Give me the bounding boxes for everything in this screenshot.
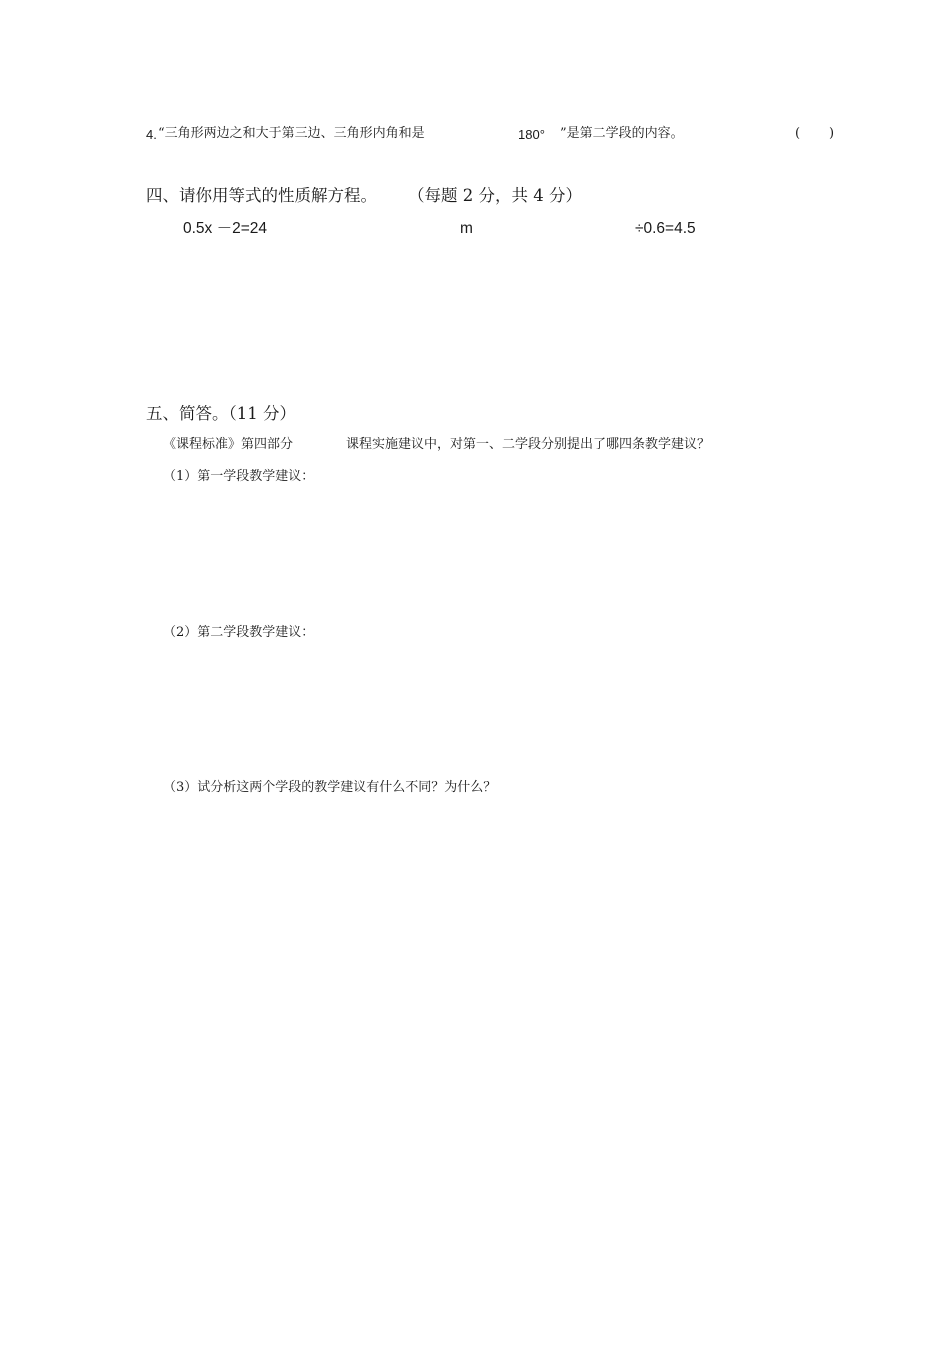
subquestion-2: （2）第二学段教学建议： — [163, 625, 315, 640]
q4-text: “三角形两边之和大于第三边、三角形内角和是 — [158, 126, 425, 141]
section5-intro-b: 课程实施建议中，对第一、二学段分别提出了哪四条教学建议？ — [346, 437, 711, 452]
q4-text-end: ”是第二学段的内容。 — [560, 126, 684, 141]
subquestion-1: （1）第一学段教学建议： — [163, 469, 315, 484]
section5-intro-a: 《课程标准》第四部分 — [163, 437, 294, 452]
equation-2-variable: m — [460, 220, 473, 237]
q4-degrees: 180° — [518, 127, 545, 142]
equation-2-rest: ÷0.6=4.5 — [635, 220, 696, 237]
section4-score: （每题 2 分，共 4 分） — [408, 186, 582, 205]
q4-number: 4. — [146, 127, 157, 142]
subquestion-3: （3）试分析这两个学段的教学建议有什么不同？为什么？ — [163, 780, 497, 795]
q4-bracket-close: ) — [829, 126, 835, 141]
section5-title: 五、简答。（11 分） — [146, 404, 296, 423]
q4-bracket-open: ( — [795, 126, 801, 141]
section4-title: 四、请你用等式的性质解方程。 — [146, 186, 377, 205]
equation-1: 0.5x －2=24 — [183, 220, 268, 237]
